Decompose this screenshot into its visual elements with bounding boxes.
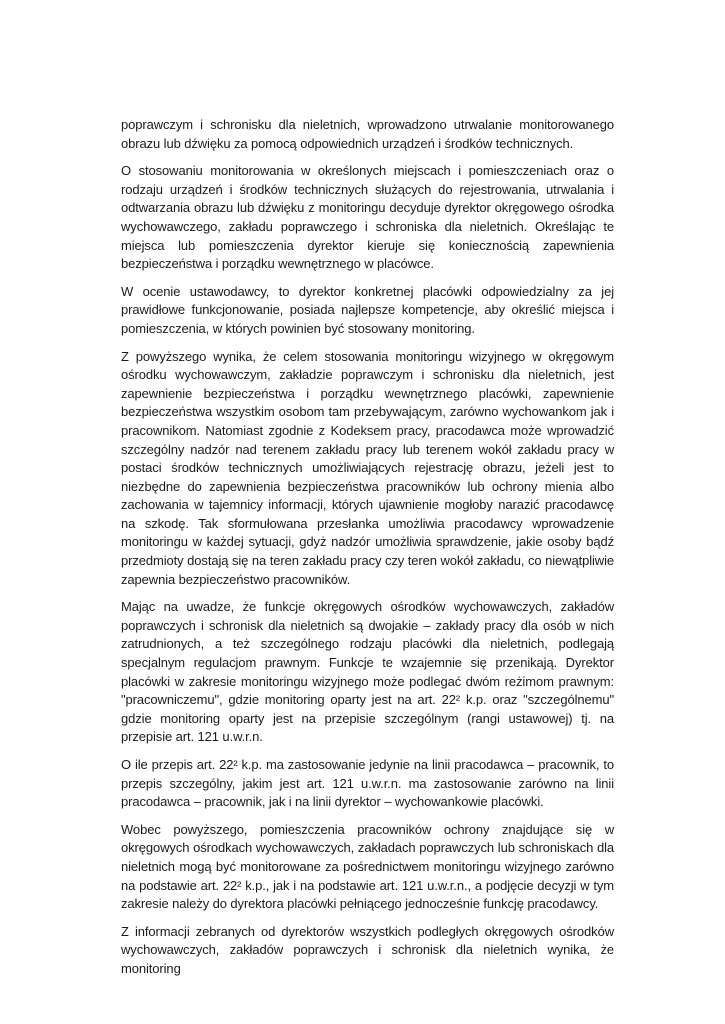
- document-text-block: [121, 116, 614, 979]
- paragraph: poprawczym i schronisku dla nieletnich, wprowadzono utrwalanie monitorowanego obrazu lub dźwięku za pomocą odpowiednich urządzeń i środków technicznych.: [121, 117, 614, 151]
- paragraph: O ile przepis art. 22² k.p. ma zastosowanie jedynie na linii pracodawca – pracownik, to przepis szczególny, jakim jest art. 121 u.w.r.n. ma zastosowanie zarówno na linii pracodawca – pracownik, jak i na linii dyrektor – wychowankowie placówki.: [121, 757, 614, 810]
- paragraph: Z informacji zebranych od dyrektorów wszystkich podległych okręgowych ośrodków wychowawczych, zakładów poprawczych i schronisk dla nieletnich wynika, że monitoring: [121, 923, 614, 976]
- paragraph: Mając na uwadze, że funkcje okręgowych ośrodków wychowawczych, zakładów poprawczych i schronisk dla nieletnich są dwojakie – zakłady pracy dla osób w nich zatrudnionych, a też szczególnego rodzaju placówki dla nieletnich, podlegają specjalnym regulacjom prawnym. Funkcje te wzajemnie się przenikają. Dyrektor placówki w zakresie monitoringu wizyjnego może podlegać dwóm reżimom prawnym: "pracowniczemu", gdzie monitoring oparty jest na art. 22² k.p. oraz "szczególnemu" gdzie monitoring oparty jest na przepisie szczególnym (rangi ustawowej) tj. na przepisie art. 121 u.w.r.n.: [121, 599, 614, 745]
- paragraph: Wobec powyższego, pomieszczenia pracowników ochrony znajdujące się w okręgowych ośrodkach wychowawczych, zakładach poprawczych lub schroniskach dla nieletnich mogą być monitorowane za pośrednictwem monitoringu wizyjnego zarówno na podstawie art. 22² k.p., jak i na podstawie art. 121 u.w.r.n., a podjęcie decyzji w tym zakresie należy do dyrektora placówki pełniącego jednocześnie funkcję pracodawcy.: [121, 821, 614, 912]
- paragraph: Z powyższego wynika, że celem stosowania monitoringu wizyjnego w okręgowym ośrodku wychowawczym, zakładzie poprawczym i schronisku dla nieletnich, jest zapewnienie bezpieczeństwa i porządku wewnętrznego placówki, zapewnienie bezpieczeństwa wszystkim osobom tam przebywającym, zarówno wychowankom jak i pracownikom. Natomiast zgodnie z Kodeksem pracy, pracodawca może wprowadzić szczególny nadzór nad terenem zakładu pracy lub terenem wokół zakładu pracy w postaci środków technicznych umożliwiających rejestrację obrazu, jeżeli jest to niezbędne do zapewnienia bezpieczeństwa pracowników lub ochrony mienia albo zachowania w tajemnicy informacji, których ujawnienie mogłoby narazić pracodawcę na szkodę. Tak sformułowana przesłanka umożliwia pracodawcy wprowadzenie monitoringu w każdej sytuacji, gdyż nadzór umożliwia sprawdzenie, jakie osoby bądź przedmioty dostają się na teren zakładu pracy czy teren wokół zakładu, co niewątpliwie zapewnia bezpieczeństwo pracowników.: [121, 348, 614, 587]
- paragraph: O stosowaniu monitorowania w określonych miejscach i pomieszczeniach oraz o rodzaju urządzeń i środków technicznych służących do rejestrowania, utrwalania i odtwarzania obrazu lub dźwięku z monitoringu decyduje dyrektor okręgowego ośrodka wychowawczego, zakładu poprawczego i schroniska dla nieletnich. Określając te miejsca lub pomieszczenia dyrektor kieruje się koniecznością zapewnienia bezpieczeństwa i porządku wewnętrznego w placówce.: [121, 163, 614, 272]
- paragraph: W ocenie ustawodawcy, to dyrektor konkretnej placówki odpowiedzialny za jej prawidłowe funkcjonowanie, posiada najlepsze kompetencje, aby określić miejsca i pomieszczenia, w których powinien być stosowany monitoring.: [121, 283, 614, 336]
